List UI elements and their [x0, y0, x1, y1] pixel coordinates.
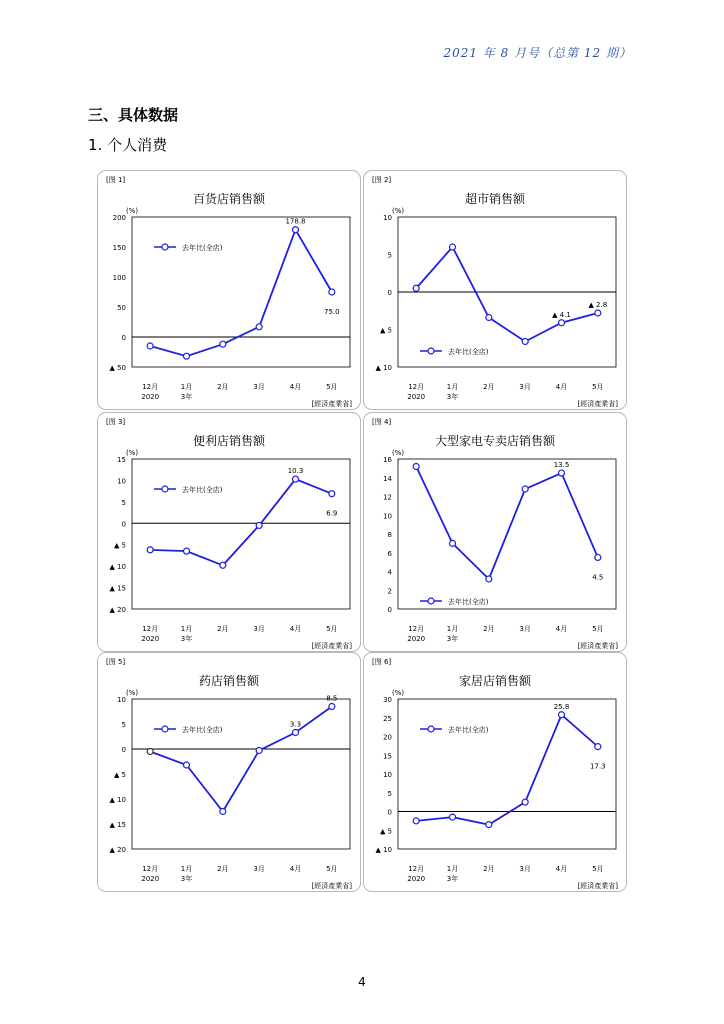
data-point: [486, 315, 492, 321]
page-number: 4: [358, 975, 366, 989]
data-point: [559, 712, 565, 718]
unit-label: (%): [392, 449, 405, 457]
data-point: [450, 814, 456, 820]
data-point: [184, 353, 190, 359]
figure-label: [图 6]: [372, 658, 392, 666]
data-label: 178.8: [285, 217, 306, 226]
y-tick-label: ▲ 10: [109, 563, 126, 572]
y-tick-label: ▲ 5: [113, 771, 126, 779]
x-tick-label: 5月: [592, 383, 604, 391]
data-point: [147, 343, 153, 349]
data-point: [256, 522, 262, 528]
legend-marker: [162, 486, 168, 492]
x-tick-label: 1月: [446, 383, 459, 391]
data-label: 17.3: [590, 762, 606, 771]
legend-label: 去年比(全店): [182, 726, 223, 734]
x-tick-label: 2月: [217, 383, 229, 391]
x-tick-label: 2月: [483, 383, 495, 391]
x-sub-label: 2020: [407, 393, 426, 401]
figure-label: [图 4]: [372, 418, 392, 426]
line-chart-2: [364, 171, 626, 409]
legend-label: 去年比(全店): [448, 598, 489, 606]
data-point: [450, 244, 456, 250]
chart-title: 超市销售额: [464, 192, 526, 206]
data-point: [522, 486, 528, 492]
x-tick-label: 3月: [519, 625, 531, 633]
line-chart-1: [98, 171, 360, 409]
plot-frame: [132, 217, 350, 367]
series-line: [416, 715, 598, 825]
chart-panel-5: [97, 652, 361, 892]
series-line: [416, 467, 598, 580]
y-tick-label: 10: [117, 696, 126, 704]
x-tick-label: 5月: [326, 383, 338, 391]
chart-panel-3: [97, 412, 361, 652]
legend-label: 去年比(全店): [182, 486, 223, 494]
x-tick-label: 12月: [142, 383, 159, 391]
legend-label: 去年比(全店): [182, 244, 223, 252]
x-tick-label: 4月: [289, 383, 302, 391]
x-tick-label: 2月: [217, 865, 229, 873]
x-sub-label: 3年: [180, 393, 193, 401]
x-sub-label: 2020: [141, 875, 160, 883]
line-chart-5: [98, 653, 360, 891]
data-point: [220, 809, 226, 815]
data-label: ▲ 2.8: [588, 301, 608, 309]
x-tick-label: 1月: [446, 865, 459, 873]
y-tick-label: ▲ 50: [109, 364, 126, 372]
data-point: [256, 748, 262, 754]
y-tick-label: 10: [383, 771, 392, 779]
line-chart-3: [98, 413, 360, 651]
y-tick-label: 20: [383, 733, 392, 742]
y-tick-label: ▲ 15: [109, 584, 126, 593]
data-label: 75.0: [324, 308, 340, 316]
plot-frame: [132, 699, 350, 849]
y-tick-label: 0: [121, 746, 126, 754]
data-point: [413, 464, 419, 470]
data-point: [147, 749, 153, 755]
y-tick-label: 0: [387, 606, 392, 614]
source-note: [經済產業省]: [577, 400, 618, 408]
x-tick-label: 3月: [253, 865, 265, 873]
figure-label: [图 3]: [106, 418, 126, 426]
data-point: [293, 227, 299, 233]
y-tick-label: 10: [117, 477, 126, 486]
y-tick-label: 25: [383, 714, 392, 723]
legend-marker: [428, 726, 434, 732]
x-tick-label: 3月: [253, 383, 265, 391]
y-tick-label: ▲ 20: [109, 846, 126, 854]
subsection-title: 1. 个人消费: [88, 136, 168, 154]
x-tick-label: 5月: [326, 625, 338, 633]
y-tick-label: ▲ 10: [109, 796, 126, 804]
data-point: [559, 470, 565, 476]
chart-title: 药店销售额: [198, 674, 260, 688]
data-label: ▲ 4.1: [552, 310, 571, 319]
y-tick-label: 10: [383, 214, 392, 222]
x-sub-label: 2020: [141, 635, 160, 643]
source-note: [經済產業省]: [311, 882, 352, 890]
y-tick-label: 0: [121, 334, 126, 342]
y-tick-label: 16: [383, 456, 392, 464]
x-sub-label: 2020: [407, 875, 426, 883]
series-line: [416, 247, 598, 342]
y-tick-label: 15: [383, 752, 392, 761]
data-label: 10.3: [287, 467, 304, 476]
legend-label: 去年比(全店): [448, 348, 489, 356]
x-tick-label: 5月: [326, 865, 338, 873]
y-tick-label: ▲ 5: [379, 326, 392, 335]
data-point: [184, 548, 190, 554]
y-tick-label: 5: [121, 498, 126, 507]
y-tick-label: 0: [121, 520, 126, 529]
unit-label: (%): [126, 449, 139, 457]
x-tick-label: 12月: [408, 865, 425, 873]
source-note: [經済產業省]: [577, 882, 618, 890]
data-point: [147, 547, 153, 553]
data-label: 4.5: [592, 573, 604, 582]
x-tick-label: 5月: [592, 625, 604, 633]
x-tick-label: 1月: [446, 625, 459, 633]
chart-title: 大型家电专卖店销售额: [434, 434, 556, 448]
data-point: [293, 476, 299, 482]
x-tick-label: 5月: [592, 865, 604, 873]
data-point: [450, 540, 456, 546]
figure-label: [图 1]: [106, 176, 126, 184]
data-point: [329, 704, 335, 710]
y-tick-label: ▲ 5: [113, 541, 126, 550]
y-tick-label: 15: [117, 456, 126, 464]
chart-title: 百货店销售额: [192, 192, 266, 206]
plot-frame: [398, 699, 616, 849]
unit-label: (%): [126, 689, 139, 697]
y-tick-label: 30: [383, 696, 392, 704]
data-point: [595, 744, 601, 750]
x-tick-label: 12月: [142, 625, 159, 633]
x-tick-label: 12月: [408, 625, 425, 633]
x-tick-label: 2月: [483, 865, 495, 873]
data-point: [486, 576, 492, 582]
legend-marker: [162, 244, 168, 250]
x-sub-label: 3年: [446, 875, 459, 883]
legend-label: 去年比(全店): [448, 726, 489, 734]
legend-marker: [428, 348, 434, 354]
y-tick-label: 150: [112, 244, 126, 252]
x-tick-label: 4月: [289, 625, 302, 633]
y-tick-label: 50: [117, 304, 126, 312]
y-tick-label: ▲ 10: [375, 364, 392, 372]
y-tick-label: 6: [387, 549, 392, 558]
y-tick-label: 4: [387, 568, 392, 577]
data-label: 8.5: [326, 694, 338, 703]
source-note: [經済產業省]: [577, 642, 618, 650]
figure-label: [图 5]: [106, 658, 126, 666]
data-point: [220, 341, 226, 347]
x-tick-label: 2月: [483, 625, 495, 633]
y-tick-label: ▲ 20: [109, 606, 126, 614]
legend-marker: [428, 598, 434, 604]
data-label: 13.5: [553, 461, 570, 470]
data-point: [595, 310, 601, 316]
unit-label: (%): [392, 207, 405, 215]
data-point: [522, 799, 528, 805]
unit-label: (%): [126, 207, 139, 215]
data-point: [559, 320, 565, 326]
chart-title: 家居店销售额: [458, 674, 532, 688]
x-tick-label: 1月: [180, 383, 193, 391]
x-tick-label: 1月: [180, 865, 193, 873]
y-tick-label: 0: [387, 289, 392, 297]
x-tick-label: 4月: [555, 865, 568, 873]
data-point: [329, 491, 335, 497]
data-point: [413, 818, 419, 824]
x-tick-label: 12月: [142, 865, 159, 873]
x-tick-label: 4月: [555, 383, 568, 391]
y-tick-label: 10: [383, 512, 392, 521]
data-point: [329, 289, 335, 295]
legend-marker: [162, 726, 168, 732]
x-tick-label: 4月: [555, 625, 568, 633]
series-line: [150, 479, 332, 565]
journal-issue-header: 2021 年 8 月号（总第 12 期）: [443, 46, 632, 60]
x-tick-label: 1月: [180, 625, 193, 633]
y-tick-label: 100: [112, 274, 126, 282]
x-sub-label: 2020: [407, 635, 426, 643]
y-tick-label: ▲ 10: [375, 846, 392, 854]
y-tick-label: 12: [383, 493, 392, 502]
data-point: [220, 562, 226, 568]
y-tick-label: 14: [383, 474, 392, 483]
x-sub-label: 2020: [141, 393, 160, 401]
y-tick-label: 200: [112, 214, 126, 222]
data-point: [595, 554, 601, 560]
x-tick-label: 3月: [519, 383, 531, 391]
x-tick-label: 2月: [217, 625, 229, 633]
figure-label: [图 2]: [372, 176, 392, 184]
data-label: 6.9: [326, 509, 338, 518]
data-label: 3.3: [289, 720, 302, 729]
x-sub-label: 3年: [180, 635, 193, 643]
y-tick-label: 5: [121, 721, 126, 729]
x-tick-label: 4月: [289, 865, 302, 873]
chart-panel-6: [363, 652, 627, 892]
chart-panel-4: [363, 412, 627, 652]
x-tick-label: 3月: [253, 625, 265, 633]
chart-title: 便利店销售额: [192, 434, 266, 448]
data-point: [486, 822, 492, 828]
source-note: [經済產業省]: [311, 642, 352, 650]
series-line: [150, 707, 332, 812]
y-tick-label: 5: [387, 251, 392, 260]
source-note: [經済產業省]: [311, 400, 352, 408]
y-tick-label: 2: [387, 587, 392, 596]
data-point: [522, 339, 528, 345]
y-tick-label: ▲ 15: [109, 821, 126, 829]
section-title: 三、具体数据: [88, 106, 179, 124]
x-tick-label: 3月: [519, 865, 531, 873]
chart-panel-1: [97, 170, 361, 410]
x-sub-label: 3年: [446, 393, 459, 401]
y-tick-label: 8: [387, 531, 392, 539]
y-tick-label: 0: [387, 808, 392, 817]
x-sub-label: 3年: [446, 635, 459, 643]
data-label: 25.8: [553, 702, 570, 711]
data-point: [413, 285, 419, 291]
line-chart-4: [364, 413, 626, 651]
plot-frame: [132, 459, 350, 609]
unit-label: (%): [392, 689, 405, 697]
data-point: [293, 730, 299, 736]
x-tick-label: 12月: [408, 383, 425, 391]
data-point: [184, 762, 190, 768]
x-sub-label: 3年: [180, 875, 193, 883]
data-point: [256, 324, 262, 330]
chart-panel-2: [363, 170, 627, 410]
y-tick-label: 5: [387, 789, 392, 798]
y-tick-label: ▲ 5: [379, 827, 392, 836]
line-chart-6: [364, 653, 626, 891]
